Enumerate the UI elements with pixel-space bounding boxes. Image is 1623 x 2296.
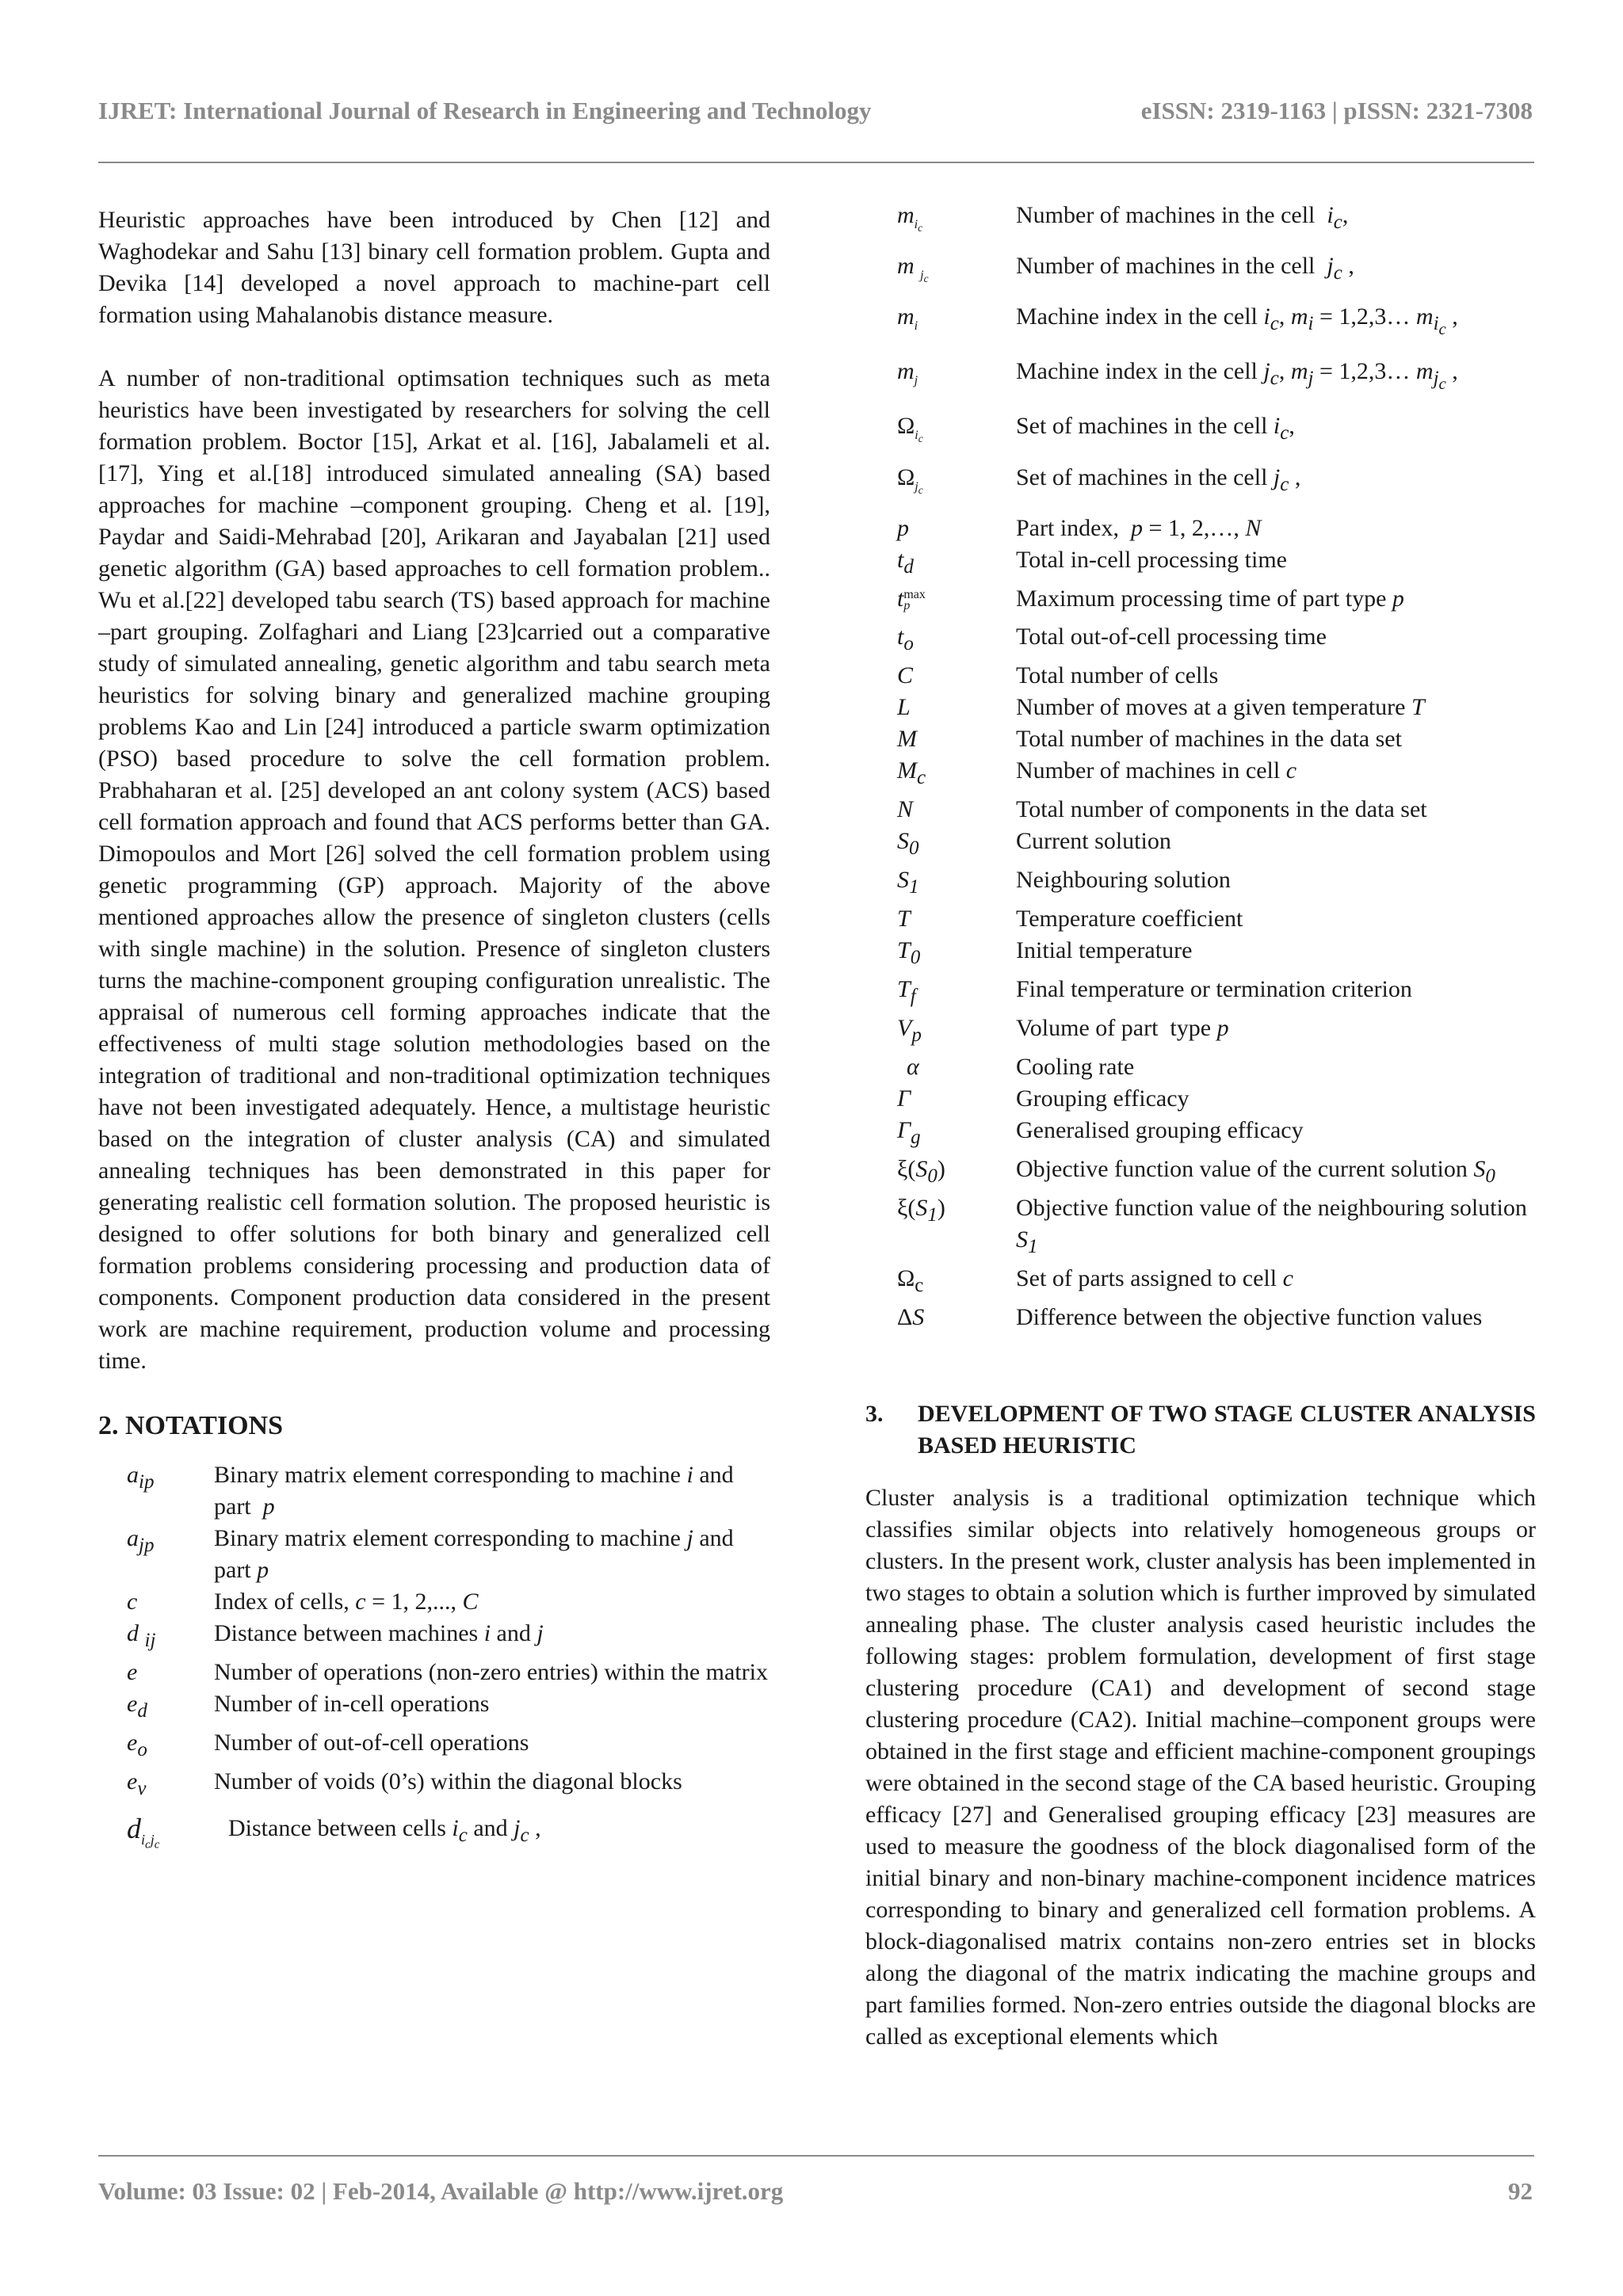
notation-row (865, 295, 1536, 345)
notation-description: Number of machines in cell c (1016, 757, 1297, 784)
notation-symbol: $e_v$ (127, 1768, 147, 1799)
section-3-heading (865, 1398, 1536, 1462)
notation-symbol: c (127, 1589, 138, 1615)
notation-description: Objective function value of the current solution $S_0$ (1016, 1155, 1495, 1187)
notation-symbol: ΔS (897, 1303, 925, 1330)
notation-row (127, 1688, 770, 1727)
notation-description: Objective function value of the neighbouring solution $S_1$ (1016, 1194, 1527, 1257)
notation-description: Machine index in the cell $i_c$, $m_i$ = 1,2,3… $m_{i_c}$ , (1016, 303, 1458, 339)
notation-symbol: T (897, 905, 911, 932)
right-column (865, 200, 1536, 2053)
notation-description: Total number of components in the data set (1016, 795, 1427, 822)
notation-row (127, 1618, 770, 1657)
notation-symbol: m $_{j_c}$ (897, 253, 929, 285)
literature-paragraph: A number of non-traditional optimsation techniques such as meta heuristics have been investigated by researchers for solving the cell formation problem. Boctor [15], Arkat et al. [16], Jabalameli et al.[17], Ying et al.[18] introduced simulated annealing (SA) based approaches for machine –component grouping. Cheng et al. [19], Paydar and Saidi-Mehrabad [20], Arikaran and Jayabalan [21] used genetic algorithm (GA) based approaches to cell formation problem.. Wu et al.[22] developed tabu search (TS) based approach for machine –part grouping. Zolfaghari and Liang [23]carried out a comparative study of simulated annealing, genetic algorithm and tabu search meta heuristics for solving binary and generalized machine grouping problems Kao and Lin [24] introduced a particle swarm optimization (PSO) based procedure to solve the cell formation problem. Prabhaharan et al. [25] developed an ant colony system (ACS) based cell formation approach and found that ACS performs better than GA. Dimopoulos and Mort [26] solved the cell formation problem using genetic programming (GP) approach. Majority of the above mentioned approaches allow the presence of singleton clusters (cells with single machine) in the solution. Presence of singleton clusters turns the machine-component grouping configuration unrealistic. The appraisal of numerous cell forming approaches indicate that the effectiveness of multi stage solution methodologies based on the integration of traditional and non-traditional optimization techniques have not been investigated adequately. Hence, a multistage heuristic based on the integration of cluster analysis (CA) and simulated annealing techniques has been demonstrated in this paper for generating realistic cell formation solution. The proposed heuristic is designed to offer solutions for both binary and generalized cell formation problems considering processing and production data of components. Component production data considered in the present work are machine requirement, production volume and processing time. (98, 365, 770, 1374)
notation-symbol: M (897, 725, 917, 752)
notation-description: Number of out-of-cell operations (214, 1730, 529, 1756)
notation-row (127, 1586, 770, 1618)
issn-info: eISSN: 2319-1163 | pISSN: 2321-7308 (1140, 97, 1533, 124)
journal-title: IJRET: International Journal of Research in Engineering and Technology (98, 97, 872, 124)
page-number: 92 (1508, 2177, 1533, 2205)
notation-row (865, 692, 1536, 723)
notation-row (865, 1115, 1536, 1154)
notation-symbol: $t_o$ (897, 623, 914, 654)
notation-description: Maximum processing time of part type p (1016, 585, 1404, 612)
notation-description: Number of operations (non-zero entries) within the matrix (214, 1659, 768, 1685)
notation-symbol: $m_i$ (897, 303, 918, 334)
notation-symbol: $a_{jp}$ (127, 1525, 155, 1556)
notation-description: Difference between the objective function values (1016, 1303, 1483, 1330)
notation-description: Total in-cell processing time (1016, 546, 1287, 573)
header-rule (98, 162, 1534, 163)
intro-paragraph: Heuristic approaches have been introduced by Chen [12] and Waghodekar and Sahu [13] binary cell formation problem. Gupta and Devika [14] developed a novel approach to machine-part cell formation using Mahalanobis distance measure. (98, 207, 770, 328)
notation-symbol: $m_j$ (897, 358, 918, 388)
notation-description: Total out-of-cell processing time (1016, 623, 1327, 650)
notation-table-right (865, 200, 1536, 1333)
notation-description: Binary matrix element corresponding to machine j and part p (214, 1525, 734, 1583)
notation-symbol: $T_0$ (897, 936, 921, 968)
notation-symbol: e (127, 1659, 138, 1685)
notation-row (127, 1805, 770, 1861)
notation-description: Set of parts assigned to cell c (1016, 1264, 1293, 1291)
notation-description: Temperature coefficient (1016, 905, 1243, 932)
notation-row (127, 1727, 770, 1766)
section-3-number: 3. (865, 1400, 884, 1427)
notation-row (865, 660, 1536, 692)
notation-row (865, 615, 1536, 660)
notation-description: Machine index in the cell $j_c$, $m_j$ = 1,2,3… $m_{j_c}$ , (1016, 358, 1458, 394)
notation-row (865, 826, 1536, 864)
footer-rule (98, 2155, 1534, 2157)
page-header (98, 97, 1533, 136)
notation-row (865, 1013, 1536, 1051)
notation-symbol: $e_o$ (127, 1730, 147, 1760)
notation-symbol: $S_0$ (897, 827, 919, 859)
notation-row (865, 903, 1536, 935)
notation-symbol: $m_{i_c}$ (897, 202, 923, 235)
notation-symbol: $\Gamma_g$ (897, 1116, 921, 1148)
notation-description: Cooling rate (1016, 1053, 1135, 1080)
notation-row (865, 1192, 1536, 1263)
notation-description: Total number of machines in the data set (1016, 725, 1402, 752)
notation-description: Volume of part type p (1016, 1014, 1229, 1041)
notation-description: Distance between cells $i_c$ and $j_c$ , (228, 1815, 541, 1846)
notation-symbol: p (897, 514, 909, 541)
notation-symbol: $d_{i_cj_c}$ (127, 1813, 160, 1852)
notation-description: Grouping efficacy (1016, 1085, 1190, 1112)
notation-row (865, 974, 1536, 1013)
notation-description: Generalised grouping efficacy (1016, 1116, 1304, 1143)
notation-row (865, 1051, 1536, 1083)
notation-row (127, 1657, 770, 1688)
notation-symbol: $t_d$ (897, 546, 914, 578)
notation-row (865, 794, 1536, 826)
notation-symbol: $\xi(S_0)$ (897, 1155, 945, 1187)
notation-symbol: $\Omega_{i_c}$ (897, 413, 923, 445)
notation-description: Index of cells, c = 1, 2,..., C (214, 1589, 479, 1615)
notation-symbol: d $_{ij}$ (127, 1620, 156, 1651)
notation-row (865, 1083, 1536, 1115)
notation-symbol: $\Omega_{j_c}$ (897, 463, 923, 496)
notation-row (865, 935, 1536, 974)
notation-description: Part index, p = 1, 2,…, N (1016, 514, 1262, 541)
notation-symbol: $T_f$ (897, 975, 916, 1007)
page-footer (98, 2177, 1533, 2217)
notation-symbol: L (897, 693, 911, 720)
section-3-title: DEVELOPMENT OF TWO STAGE CLUSTER ANALYSIS BASED HEURISTIC (918, 1400, 1536, 1459)
notation-row (865, 506, 1536, 544)
notation-description: Number of moves at a given temperature T (1016, 693, 1425, 720)
notation-row (865, 1302, 1536, 1333)
notation-description: Number of machines in the cell $j_c$ , (1016, 253, 1354, 284)
left-column (98, 204, 770, 1861)
volume-info: Volume: 03 Issue: 02 | Feb-2014, Available @ http://www.ijret.org (98, 2177, 784, 2205)
notation-symbol: $\xi(S_1)$ (897, 1194, 945, 1226)
notation-symbol: $a_{ip}$ (127, 1462, 155, 1493)
notation-row (865, 456, 1536, 506)
notation-symbol: C (897, 662, 914, 688)
notation-symbol: $V_p$ (897, 1014, 922, 1046)
notation-description: Binary matrix element corresponding to machine i and part p (214, 1462, 734, 1520)
notation-description: Number of voids (0’s) within the diagonal blocks (214, 1768, 682, 1794)
notation-symbol: Γ (897, 1085, 911, 1112)
notation-description: Neighbouring solution (1016, 866, 1231, 893)
notation-row (865, 583, 1536, 615)
cluster-analysis-paragraph: Cluster analysis is a traditional optimization technique which classifies similar objects into relatively homogeneous groups or clusters. In the present work, cluster analysis has been implemented in two stages to obtain a solution which is further improved by simulated annealing phase. The cluster analysis cased heuristic includes the following stages: problem formulation, development of first stage clustering procedure (CA1) and development of second stage clustering procedure (CA2). Initial machine–component groups were obtained in the first stage and efficient machine-component groupings were obtained in the second stage of the CA based heuristic. Grouping efficacy [27] and Generalised grouping efficacy [23] measures are used to measure the goodness of the block diagonalised form of the initial binary and non-binary machine-component incidence matrices corresponding to binary and generalized cell formation problems. A block-diagonalised matrix contains non-zero entries set in blocks along the diagonal of the matrix indicating the machine groups and part families formed. Non-zero entries outside the diagonal blocks are called as exceptional elements which (865, 1484, 1536, 2050)
notation-row (865, 544, 1536, 583)
notation-row (865, 864, 1536, 903)
notation-description: Initial temperature (1016, 936, 1193, 963)
notation-row (865, 1154, 1536, 1192)
notation-row (865, 244, 1536, 295)
notation-symbol: $\Omega_c$ (897, 1264, 924, 1296)
notation-symbol: $M_c$ (897, 757, 926, 788)
notation-description: Distance between machines i and j (214, 1620, 544, 1646)
notation-description: Set of machines in the cell $j_c$ , (1016, 463, 1301, 495)
notation-description: Number of machines in the cell $i_c$, (1016, 202, 1349, 233)
notation-description: Total number of cells (1016, 662, 1219, 688)
notation-row (127, 1766, 770, 1805)
notation-row (865, 723, 1536, 755)
notation-row (127, 1459, 770, 1523)
notation-row (865, 345, 1536, 399)
notation-description: Current solution (1016, 827, 1171, 854)
notation-symbol: N (897, 795, 914, 822)
notation-row (865, 755, 1536, 794)
notation-symbol: $e_d$ (127, 1691, 147, 1722)
notation-description: Final temperature or termination criterion (1016, 975, 1412, 1002)
notation-description: Number of in-cell operations (214, 1691, 490, 1717)
notation-table-left (127, 1459, 770, 1861)
notation-symbol: t max p (897, 585, 926, 612)
notation-row (865, 200, 1536, 244)
notation-row (127, 1523, 770, 1586)
section-2-heading: 2. NOTATIONS (98, 1411, 284, 1440)
notation-row (865, 399, 1536, 455)
notation-description: Set of machines in the cell $i_c$, (1016, 413, 1295, 444)
notation-symbol: $S_1$ (897, 866, 919, 898)
notation-symbol: α (907, 1053, 919, 1080)
notation-row (865, 1263, 1536, 1302)
